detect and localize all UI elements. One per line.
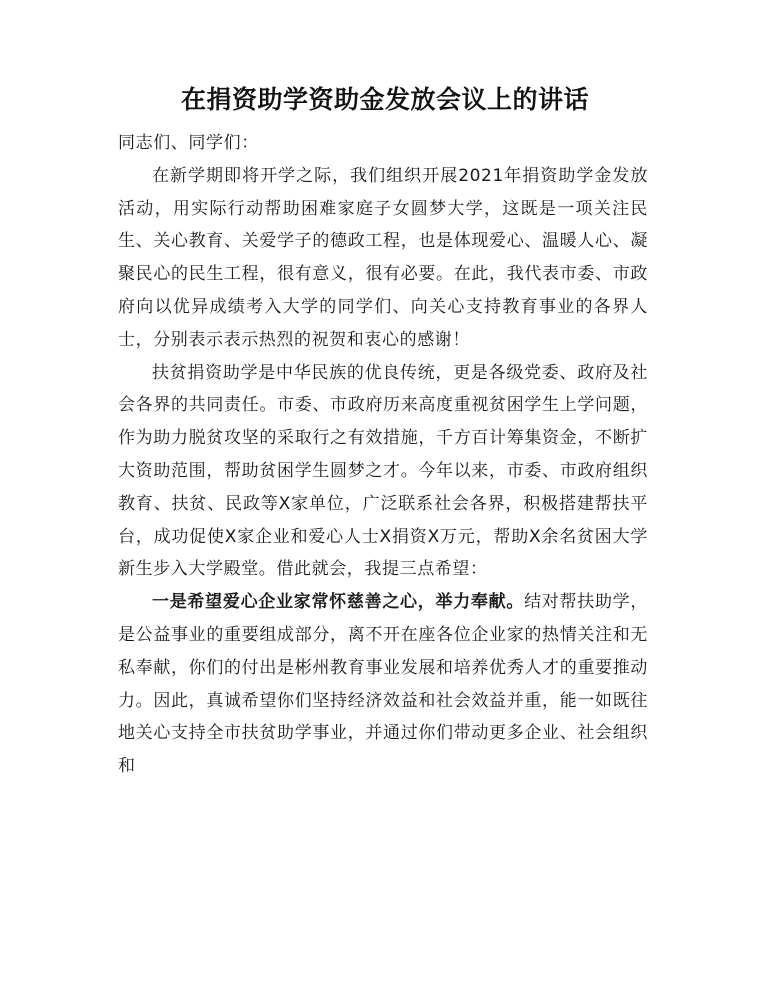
paragraph-1: 在新学期即将开学之际，我们组织开展2021年捐资助学金发放活动，用实际行动帮助困难家庭子女圆梦大学，这既是一项关注民生、关心教育、关爱学子的德政工程，也是体现爱心、温暖人心、凝聚民心的民生工程，很有意义，很有必要。在此，我代表市委、市政府向以优异成绩考入大学的同学们、向关心支持教育事业的各界人士，分别表示表示热烈的祝贺和衷心的感谢！ [118,165,648,350]
point-one-body: 结对帮扶助学，是公益事业的重要组成部分，离不开在座各位企业家的热情关注和无私奉献，你们的付出是彬州教育事业发展和培养优秀人才的重要推动力。因此，真诚希望你们坚持经济效益和社会效益并重，能一如既往地关心支持全市扶贫助学事业，并通过你们带动更多企业、社会组织和 [118,592,648,777]
point-one-heading: 一是希望爱心企业家常怀慈善之心，举力奉献。 [152,592,525,613]
paragraph-3 [118,586,648,783]
document-title: 在捐资助学资助金发放会议上的讲话 [180,85,589,114]
salutation: 同志们、同学们： [118,133,259,153]
paragraph-2: 扶贫捐资助学是中华民族的优良传统，更是各级党委、政府及社会各界的共同责任。市委、市政府历来高度重视贫困学生上学问题，作为助力脱贫攻坚的采取行之有效措施，千方百计筹集资金，不断扩大资助范围，帮助贫困学生圆梦之才。今年以来，市委、市政府组织教育、扶贫、民政等X家单位，广泛联系社会各界，积极搭建帮扶平台，成功促使X家企业和爱心人士X捐资X万元，帮助X余名贫困大学新生步入大学殿堂。借此就会，我提三点希望： [118,362,648,580]
document-body [118,127,648,783]
